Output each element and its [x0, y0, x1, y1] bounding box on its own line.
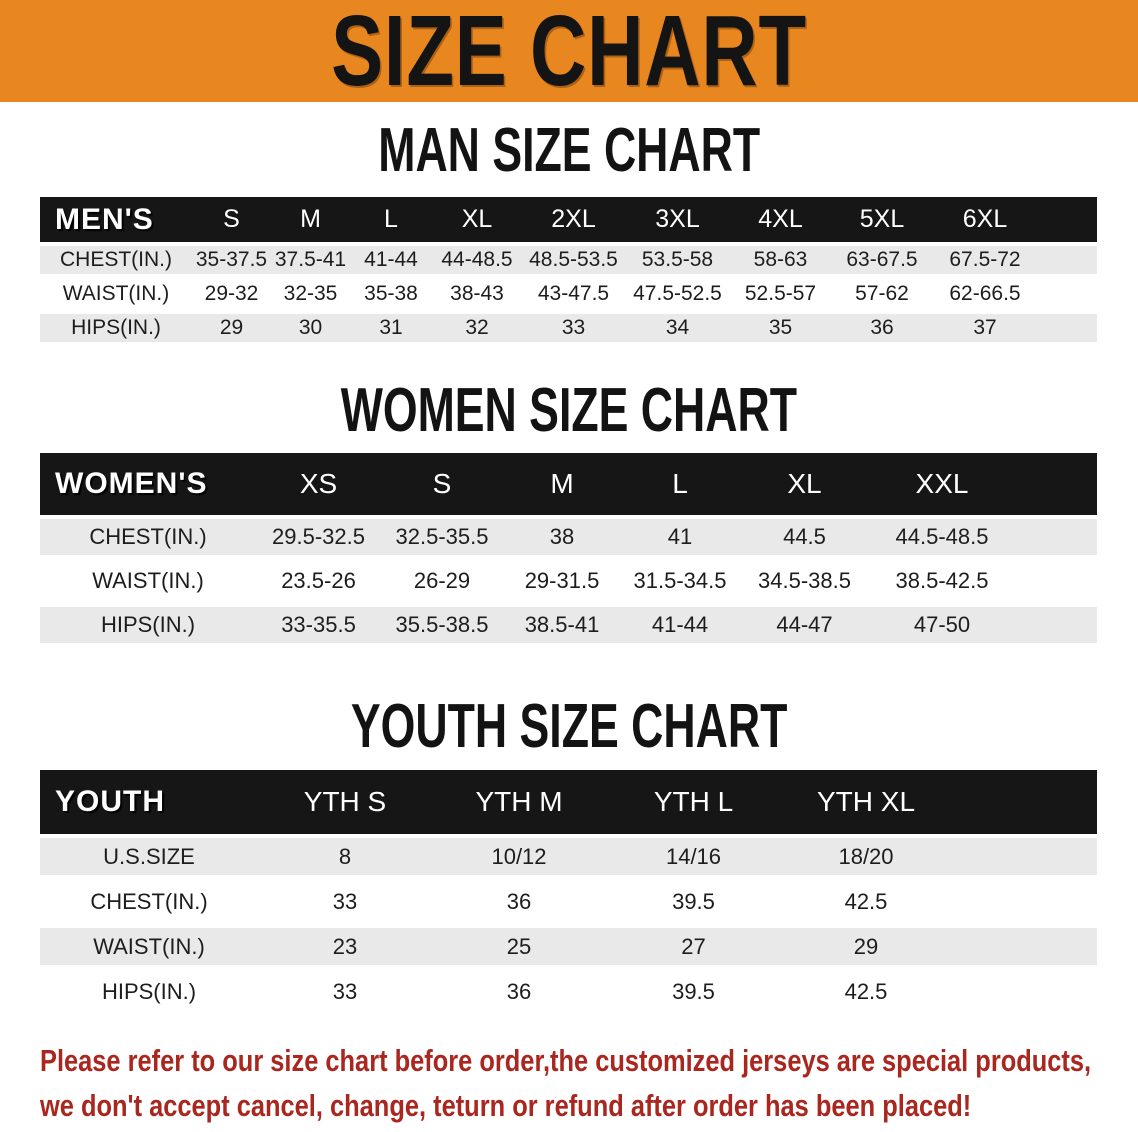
size-column-header: XL [739, 453, 870, 517]
size-value-cell: 29-31.5 [503, 559, 621, 603]
size-value-cell: 35 [730, 311, 831, 345]
size-value-cell: 8 [258, 836, 432, 879]
size-value-cell: 33 [258, 969, 432, 1014]
size-value-cell: 41-44 [350, 244, 432, 277]
size-column-header: 5XL [831, 197, 933, 244]
size-value-cell: 31.5-34.5 [621, 559, 739, 603]
size-value-cell: 41-44 [621, 603, 739, 647]
size-column-header: YTH S [258, 770, 432, 836]
youth-chest-row [40, 879, 1097, 924]
size-value-cell: 29.5-32.5 [256, 517, 381, 559]
size-value-cell: 36 [831, 311, 933, 345]
order-policy-line-2: we don't accept cancel, change, teturn or refund after order has been placed! [40, 1088, 972, 1123]
size-value-cell: 25 [432, 924, 606, 969]
youth-corner-label: YOUTH [40, 770, 258, 836]
size-column-header: S [192, 197, 271, 244]
women-table-header-row [40, 453, 1097, 517]
size-value-cell: 44.5-48.5 [870, 517, 1097, 559]
size-value-cell: 44-48.5 [432, 244, 522, 277]
size-value-cell: 41 [621, 517, 739, 559]
size-value-cell: 53.5-58 [625, 244, 730, 277]
size-value-cell: 23.5-26 [256, 559, 381, 603]
size-value-cell: 48.5-53.5 [522, 244, 625, 277]
youth-ussize-row [40, 836, 1097, 879]
size-value-cell: 38.5-41 [503, 603, 621, 647]
size-chart-banner [0, 0, 1138, 102]
youth-size-table [40, 770, 1097, 1018]
size-column-header: YTH L [606, 770, 781, 836]
men-size-table [40, 197, 1097, 348]
youth-hips-row [40, 969, 1097, 1014]
banner-title: SIZE CHART [331, 0, 807, 102]
size-value-cell: 10/12 [432, 836, 606, 879]
order-policy-line-1: Please refer to our size chart before order,the customized jerseys are special products, [40, 1043, 1092, 1078]
size-value-cell: 62-66.5 [933, 277, 1097, 311]
size-column-header: M [271, 197, 350, 244]
size-column-header: 4XL [730, 197, 831, 244]
measure-row-label: HIPS(IN.) [40, 311, 192, 345]
women-waist-row [40, 559, 1097, 603]
men-chest-row [40, 244, 1097, 277]
size-value-cell: 39.5 [606, 969, 781, 1014]
women-chest-row [40, 517, 1097, 559]
size-column-header: 2XL [522, 197, 625, 244]
order-policy-notice [40, 1038, 1092, 1128]
measure-row-label: HIPS(IN.) [40, 969, 258, 1014]
measure-row-label: HIPS(IN.) [40, 603, 256, 647]
size-value-cell: 27 [606, 924, 781, 969]
size-value-cell: 67.5-72 [933, 244, 1097, 277]
size-column-header: 3XL [625, 197, 730, 244]
size-value-cell: 47.5-52.5 [625, 277, 730, 311]
size-value-cell: 44.5 [739, 517, 870, 559]
size-column-header: XS [256, 453, 381, 517]
size-column-header: S [381, 453, 503, 517]
size-value-cell: 58-63 [730, 244, 831, 277]
measure-row-label: CHEST(IN.) [40, 517, 256, 559]
size-column-header: L [621, 453, 739, 517]
size-column-header: 6XL [933, 197, 1097, 244]
size-value-cell: 44-47 [739, 603, 870, 647]
size-value-cell: 32 [432, 311, 522, 345]
measure-row-label: WAIST(IN.) [40, 277, 192, 311]
size-value-cell: 26-29 [381, 559, 503, 603]
size-value-cell: 18/20 [781, 836, 1097, 879]
size-value-cell: 42.5 [781, 969, 1097, 1014]
size-value-cell: 42.5 [781, 879, 1097, 924]
size-column-header: YTH M [432, 770, 606, 836]
size-value-cell: 29-32 [192, 277, 271, 311]
size-value-cell: 30 [271, 311, 350, 345]
women-hips-row [40, 603, 1097, 647]
size-value-cell: 38.5-42.5 [870, 559, 1097, 603]
size-value-cell: 32.5-35.5 [381, 517, 503, 559]
size-value-cell: 23 [258, 924, 432, 969]
women-size-table [40, 453, 1097, 651]
size-value-cell: 31 [350, 311, 432, 345]
men-table-header-row [40, 197, 1097, 244]
men-waist-row [40, 277, 1097, 311]
size-column-header: YTH XL [781, 770, 1097, 836]
size-value-cell: 35.5-38.5 [381, 603, 503, 647]
size-value-cell: 35-37.5 [192, 244, 271, 277]
women-corner-label: WOMEN'S [40, 453, 256, 517]
size-value-cell: 38 [503, 517, 621, 559]
youth-waist-row [40, 924, 1097, 969]
men-corner-label: MEN'S [40, 197, 192, 244]
measure-row-label: WAIST(IN.) [40, 559, 256, 603]
size-value-cell: 33 [522, 311, 625, 345]
measure-row-label: CHEST(IN.) [40, 879, 258, 924]
size-value-cell: 36 [432, 969, 606, 1014]
youth-section-title: YOUTH SIZE CHART [350, 692, 788, 761]
size-value-cell: 14/16 [606, 836, 781, 879]
women-section-title: WOMEN SIZE CHART [340, 376, 798, 445]
size-column-header: XXL [870, 453, 1097, 517]
size-value-cell: 36 [432, 879, 606, 924]
size-value-cell: 47-50 [870, 603, 1097, 647]
measure-row-label: U.S.SIZE [40, 836, 258, 879]
size-value-cell: 34 [625, 311, 730, 345]
size-column-header: L [350, 197, 432, 244]
size-column-header: XL [432, 197, 522, 244]
size-value-cell: 33 [258, 879, 432, 924]
size-value-cell: 52.5-57 [730, 277, 831, 311]
size-value-cell: 39.5 [606, 879, 781, 924]
size-value-cell: 29 [192, 311, 271, 345]
size-value-cell: 33-35.5 [256, 603, 381, 647]
size-value-cell: 34.5-38.5 [739, 559, 870, 603]
size-value-cell: 35-38 [350, 277, 432, 311]
size-value-cell: 57-62 [831, 277, 933, 311]
size-value-cell: 63-67.5 [831, 244, 933, 277]
size-value-cell: 37.5-41 [271, 244, 350, 277]
size-column-header: M [503, 453, 621, 517]
size-value-cell: 43-47.5 [522, 277, 625, 311]
men-hips-row [40, 311, 1097, 345]
measure-row-label: CHEST(IN.) [40, 244, 192, 277]
youth-table-header-row [40, 770, 1097, 836]
size-value-cell: 29 [781, 924, 1097, 969]
men-section-title: MAN SIZE CHART [378, 116, 760, 185]
size-value-cell: 37 [933, 311, 1097, 345]
size-value-cell: 32-35 [271, 277, 350, 311]
size-value-cell: 38-43 [432, 277, 522, 311]
measure-row-label: WAIST(IN.) [40, 924, 258, 969]
